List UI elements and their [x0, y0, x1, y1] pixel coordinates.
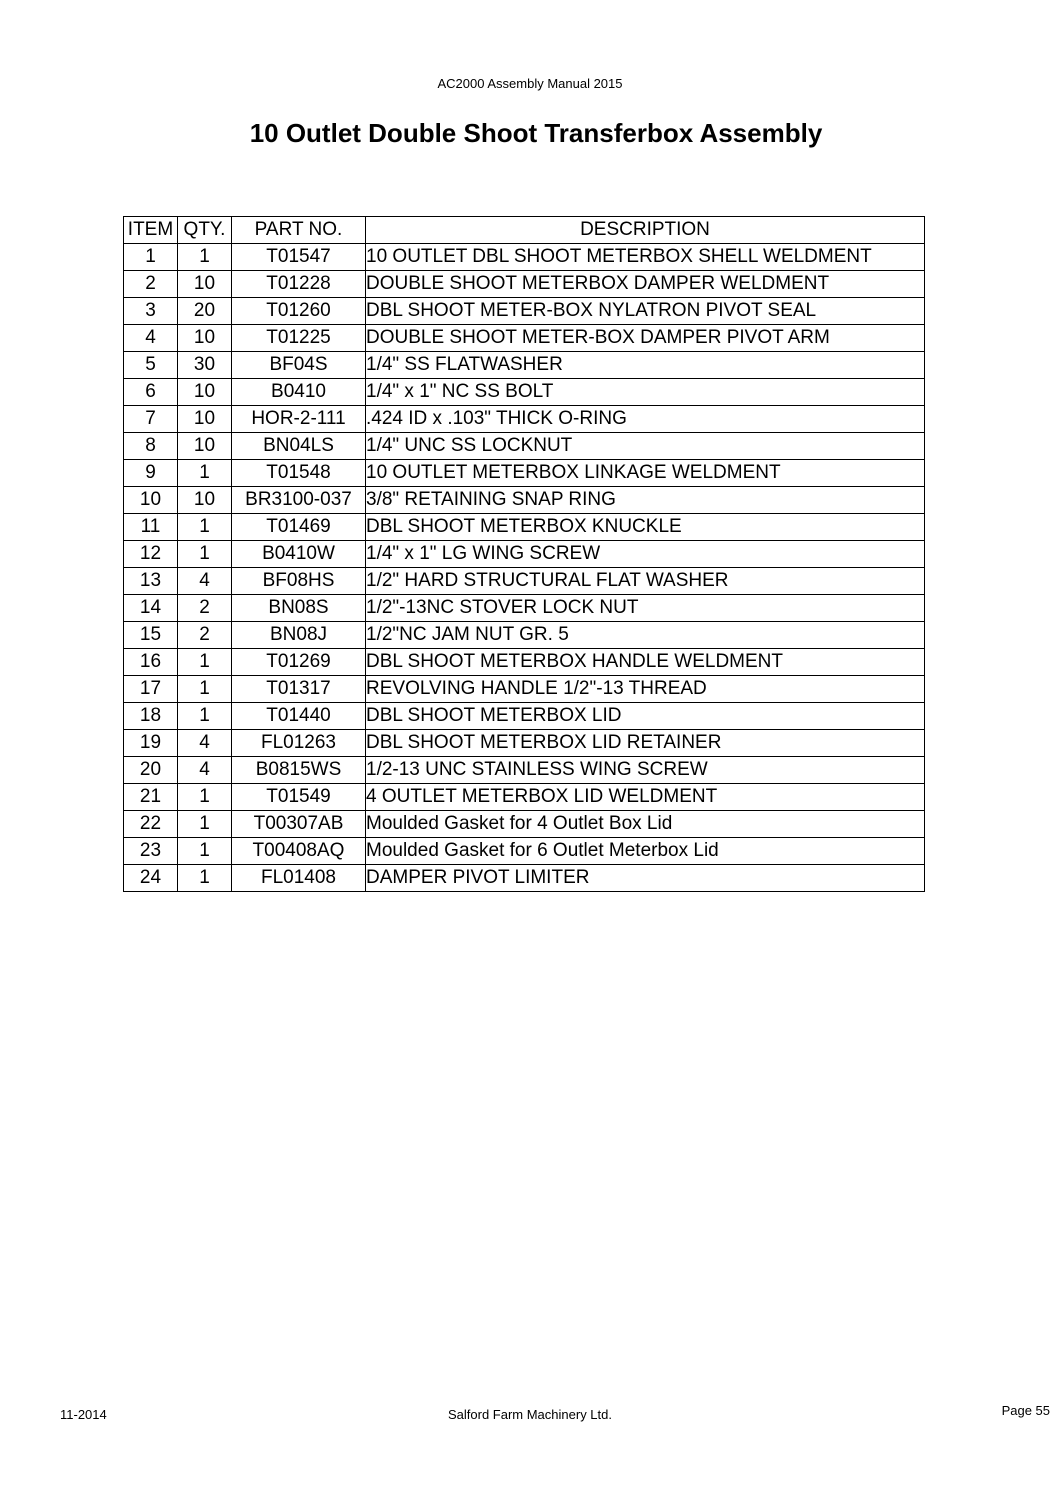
cell-part-no: BN08J: [232, 622, 366, 649]
cell-description: 1/2"NC JAM NUT GR. 5: [366, 622, 925, 649]
cell-item: 10: [124, 487, 178, 514]
manual-header: AC2000 Assembly Manual 2015: [437, 76, 623, 91]
cell-part-no: T01260: [232, 298, 366, 325]
cell-part-no: T01225: [232, 325, 366, 352]
cell-description: DAMPER PIVOT LIMITER: [366, 865, 925, 892]
page-number: Page 55: [1001, 1403, 1050, 1418]
cell-qty: 1: [178, 676, 232, 703]
cell-part-no: T01469: [232, 514, 366, 541]
cell-part-no: T00307AB: [232, 811, 366, 838]
cell-item: 16: [124, 649, 178, 676]
table-row: [124, 730, 925, 757]
table-row: [124, 298, 925, 325]
page-title: 10 Outlet Double Shoot Transferbox Assembly: [249, 118, 823, 148]
table-row: [124, 622, 925, 649]
cell-description: REVOLVING HANDLE 1/2"-13 THREAD: [366, 676, 925, 703]
table-row: [124, 487, 925, 514]
cell-item: 7: [124, 406, 178, 433]
cell-description: 1/4" x 1" LG WING SCREW: [366, 541, 925, 568]
cell-item: 11: [124, 514, 178, 541]
cell-part-no: HOR-2-111: [232, 406, 366, 433]
table-header-row: [124, 217, 925, 244]
column-header-description: DESCRIPTION: [366, 217, 925, 244]
table-row: [124, 325, 925, 352]
cell-item: 12: [124, 541, 178, 568]
cell-qty: 10: [178, 487, 232, 514]
cell-part-no: FL01408: [232, 865, 366, 892]
cell-qty: 2: [178, 622, 232, 649]
table-row: [124, 811, 925, 838]
parts-table: [123, 216, 925, 892]
parts-table-body: [124, 244, 925, 892]
cell-part-no: BN04LS: [232, 433, 366, 460]
cell-qty: 20: [178, 298, 232, 325]
cell-item: 13: [124, 568, 178, 595]
cell-item: 6: [124, 379, 178, 406]
cell-qty: 1: [178, 811, 232, 838]
cell-description: 10 OUTLET METERBOX LINKAGE WELDMENT: [366, 460, 925, 487]
cell-item: 9: [124, 460, 178, 487]
cell-description: DOUBLE SHOOT METERBOX DAMPER WELDMENT: [366, 271, 925, 298]
cell-item: 4: [124, 325, 178, 352]
cell-description: 4 OUTLET METERBOX LID WELDMENT: [366, 784, 925, 811]
column-header-part-no: PART NO.: [232, 217, 366, 244]
cell-qty: 4: [178, 568, 232, 595]
cell-qty: 1: [178, 865, 232, 892]
cell-description: 1/2" HARD STRUCTURAL FLAT WASHER: [366, 568, 925, 595]
cell-description: DBL SHOOT METER-BOX NYLATRON PIVOT SEAL: [366, 298, 925, 325]
cell-qty: 1: [178, 784, 232, 811]
table-row: [124, 541, 925, 568]
cell-qty: 10: [178, 433, 232, 460]
cell-qty: 1: [178, 514, 232, 541]
cell-qty: 1: [178, 649, 232, 676]
cell-qty: 10: [178, 406, 232, 433]
cell-item: 8: [124, 433, 178, 460]
cell-qty: 1: [178, 703, 232, 730]
cell-part-no: T01547: [232, 244, 366, 271]
table-row: [124, 460, 925, 487]
table-row: [124, 568, 925, 595]
cell-qty: 1: [178, 460, 232, 487]
table-row: [124, 649, 925, 676]
table-row: [124, 703, 925, 730]
cell-part-no: BF08HS: [232, 568, 366, 595]
cell-part-no: B0410W: [232, 541, 366, 568]
table-row: [124, 838, 925, 865]
table-row: [124, 595, 925, 622]
cell-item: 22: [124, 811, 178, 838]
cell-item: 21: [124, 784, 178, 811]
cell-description: 1/2"-13NC STOVER LOCK NUT: [366, 595, 925, 622]
column-header-item: ITEM: [124, 217, 178, 244]
table-row: [124, 244, 925, 271]
cell-part-no: T01317: [232, 676, 366, 703]
cell-part-no: T01228: [232, 271, 366, 298]
cell-part-no: B0410: [232, 379, 366, 406]
cell-part-no: B0815WS: [232, 757, 366, 784]
cell-description: 1/4" SS FLATWASHER: [366, 352, 925, 379]
table-row: [124, 865, 925, 892]
cell-item: 2: [124, 271, 178, 298]
cell-part-no: BF04S: [232, 352, 366, 379]
cell-item: 20: [124, 757, 178, 784]
cell-qty: 2: [178, 595, 232, 622]
cell-part-no: T01440: [232, 703, 366, 730]
cell-part-no: BR3100-037: [232, 487, 366, 514]
footer-date: 11-2014: [60, 1407, 107, 1422]
cell-description: 3/8" RETAINING SNAP RING: [366, 487, 925, 514]
cell-description: DBL SHOOT METERBOX LID: [366, 703, 925, 730]
cell-part-no: T01548: [232, 460, 366, 487]
cell-item: 24: [124, 865, 178, 892]
cell-item: 15: [124, 622, 178, 649]
cell-qty: 1: [178, 244, 232, 271]
cell-item: 23: [124, 838, 178, 865]
cell-description: 1/4" UNC SS LOCKNUT: [366, 433, 925, 460]
table-row: [124, 676, 925, 703]
column-header-qty: QTY.: [178, 217, 232, 244]
cell-qty: 10: [178, 271, 232, 298]
table-row: [124, 379, 925, 406]
cell-description: .424 ID x .103" THICK O-RING: [366, 406, 925, 433]
cell-qty: 30: [178, 352, 232, 379]
table-row: [124, 271, 925, 298]
cell-part-no: T00408AQ: [232, 838, 366, 865]
cell-qty: 1: [178, 541, 232, 568]
cell-qty: 1: [178, 838, 232, 865]
cell-item: 5: [124, 352, 178, 379]
table-row: [124, 433, 925, 460]
cell-description: Moulded Gasket for 6 Outlet Meterbox Lid: [366, 838, 925, 865]
table-row: [124, 514, 925, 541]
cell-description: DBL SHOOT METERBOX KNUCKLE: [366, 514, 925, 541]
cell-part-no: BN08S: [232, 595, 366, 622]
cell-description: DOUBLE SHOOT METER-BOX DAMPER PIVOT ARM: [366, 325, 925, 352]
cell-item: 1: [124, 244, 178, 271]
cell-qty: 10: [178, 379, 232, 406]
table-row: [124, 784, 925, 811]
footer-company: Salford Farm Machinery Ltd.: [447, 1407, 612, 1422]
cell-item: 19: [124, 730, 178, 757]
cell-item: 18: [124, 703, 178, 730]
cell-description: 1/2-13 UNC STAINLESS WING SCREW: [366, 757, 925, 784]
cell-description: DBL SHOOT METERBOX HANDLE WELDMENT: [366, 649, 925, 676]
cell-qty: 4: [178, 757, 232, 784]
cell-description: Moulded Gasket for 4 Outlet Box Lid: [366, 811, 925, 838]
cell-part-no: FL01263: [232, 730, 366, 757]
cell-item: 17: [124, 676, 178, 703]
cell-description: 10 OUTLET DBL SHOOT METERBOX SHELL WELDMENT: [366, 244, 925, 271]
cell-part-no: T01549: [232, 784, 366, 811]
table-row: [124, 352, 925, 379]
cell-description: DBL SHOOT METERBOX LID RETAINER: [366, 730, 925, 757]
cell-qty: 10: [178, 325, 232, 352]
table-row: [124, 757, 925, 784]
table-row: [124, 406, 925, 433]
cell-item: 14: [124, 595, 178, 622]
cell-qty: 4: [178, 730, 232, 757]
cell-part-no: T01269: [232, 649, 366, 676]
cell-item: 3: [124, 298, 178, 325]
cell-description: 1/4" x 1" NC SS BOLT: [366, 379, 925, 406]
